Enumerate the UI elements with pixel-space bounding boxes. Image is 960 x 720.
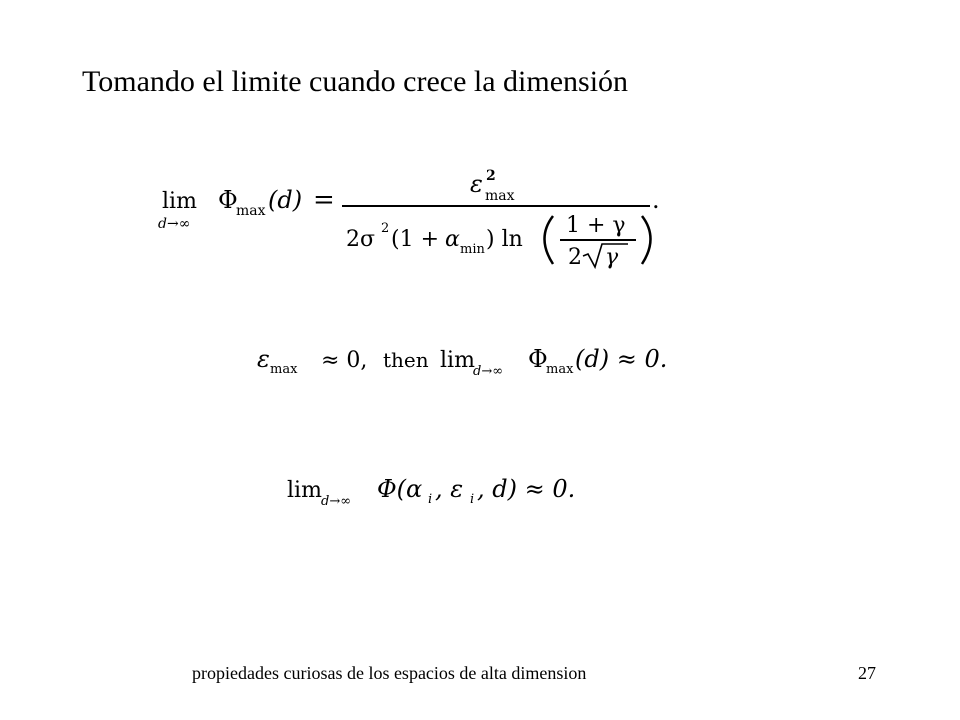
denominator-coefficient: 2σ	[346, 227, 376, 252]
epsilon-symbol: ε	[257, 345, 270, 373]
lim-subscript: d→∞	[321, 494, 352, 509]
expression-tail: , d) ≈ 0.	[477, 475, 576, 503]
phi-subscript: max	[546, 362, 574, 377]
period: .	[652, 186, 660, 214]
left-paren	[545, 216, 554, 264]
denominator-alpha: α	[445, 227, 460, 252]
numerator-epsilon: ε	[470, 170, 483, 198]
denominator-close-ln: ) ln	[486, 227, 523, 252]
denominator-open: (1 +	[391, 227, 440, 252]
then-word: then	[383, 348, 429, 372]
lim-subscript: d→∞	[473, 364, 504, 379]
phi-argument: (d)	[268, 186, 303, 214]
slide-title: Tomando el limite cuando crece la dimensión	[82, 65, 629, 98]
epsilon-max-condition-equation	[255, 335, 705, 385]
phi-symbol: Φ	[218, 186, 238, 214]
epsilon-subscript: i	[470, 492, 475, 507]
lim-subscript: d→∞	[158, 216, 191, 232]
comma-epsilon: , ε	[435, 475, 464, 503]
phi-subscript: max	[236, 203, 266, 219]
lim-operator: lim	[440, 348, 475, 373]
alpha-subscript: i	[428, 492, 433, 507]
numerator-subscript: max	[485, 188, 515, 204]
footer-text: propiedades curiosas de los espacios de alta dimension	[192, 663, 587, 683]
inner-fraction-denominator-gamma: γ	[605, 245, 619, 270]
phi-argument-tail: (d) ≈ 0.	[575, 345, 668, 373]
phi-symbol: Φ	[528, 345, 548, 373]
numerator-exponent: 2	[486, 168, 496, 184]
denominator-alpha-subscript: min	[460, 242, 485, 257]
lim-operator: lim	[287, 478, 322, 503]
lim-operator: lim	[162, 189, 197, 214]
limit-equation-phi-max	[150, 160, 680, 280]
epsilon-subscript: max	[270, 362, 298, 377]
denominator-exponent: 2	[381, 221, 390, 236]
approx-zero: ≈ 0,	[321, 348, 368, 373]
inner-fraction-numerator: 1 + γ	[566, 213, 626, 238]
page-number: 27	[858, 663, 876, 683]
equals-sign: =	[313, 185, 335, 215]
phi-expression: Φ(α	[377, 475, 423, 503]
limit-phi-general-equation	[285, 465, 595, 515]
right-paren	[642, 216, 651, 264]
inner-fraction-denominator-coefficient: 2	[568, 245, 582, 270]
